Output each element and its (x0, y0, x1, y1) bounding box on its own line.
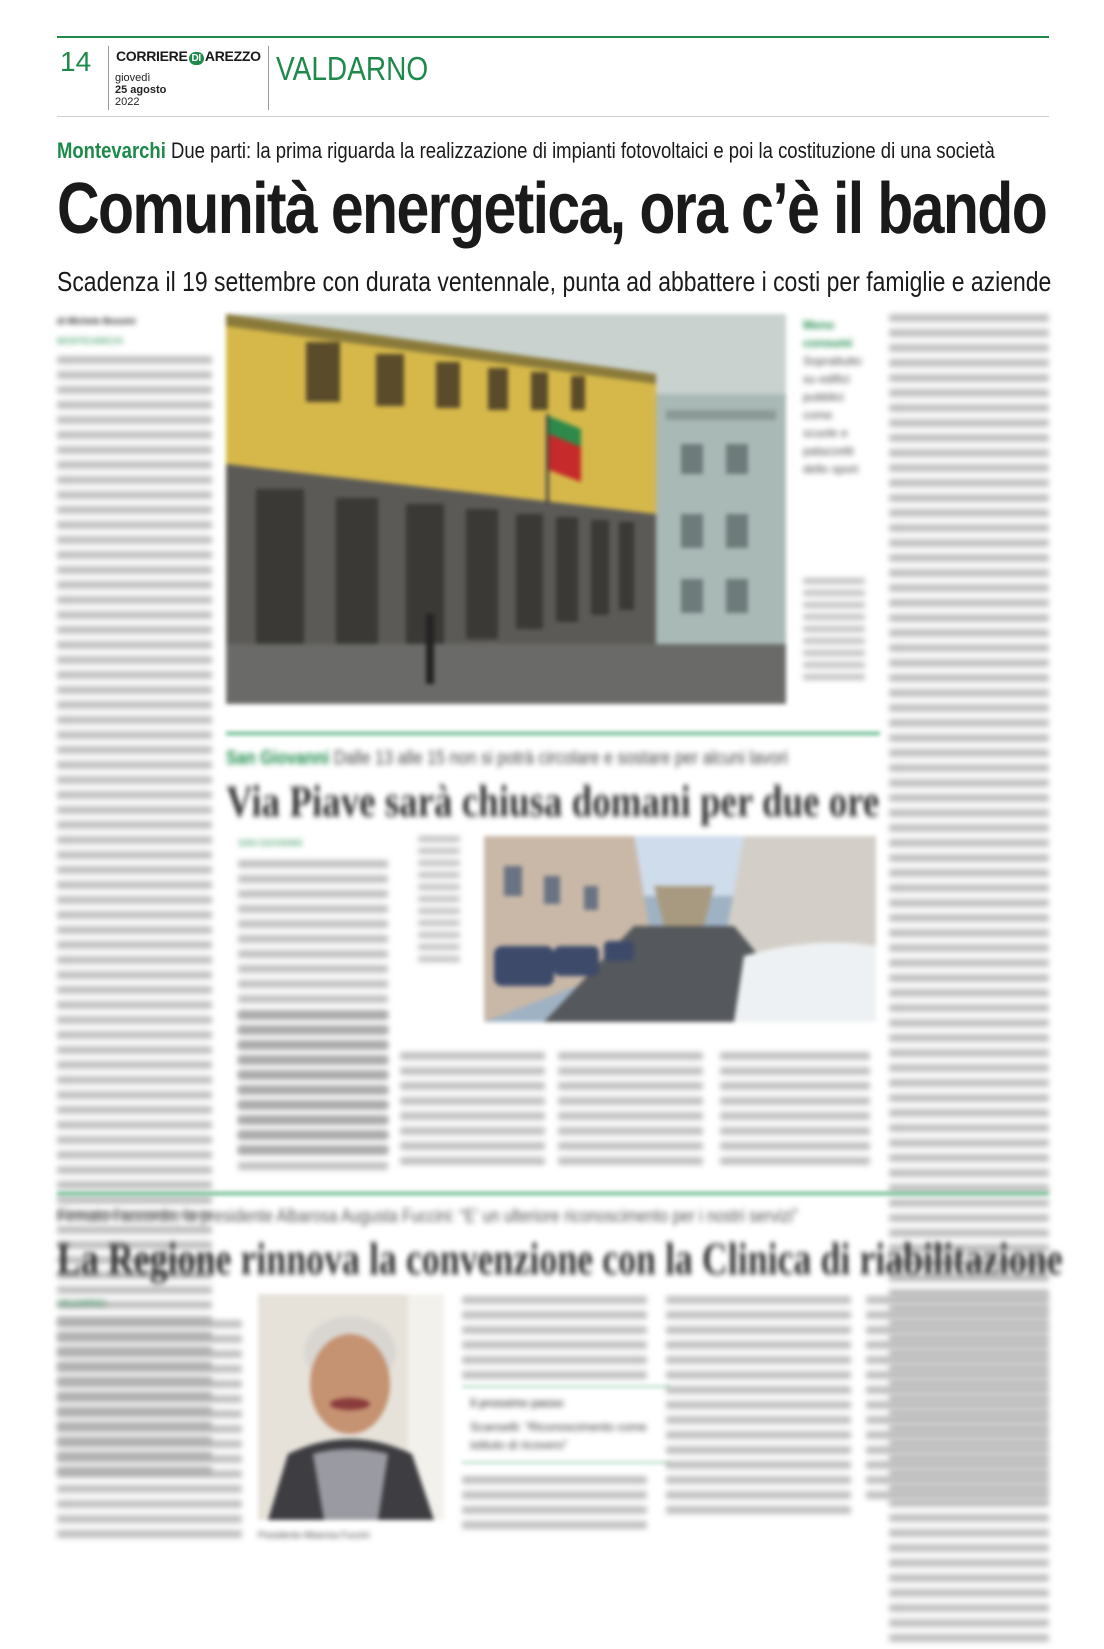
third-body-column-4 (866, 1296, 1049, 1506)
second-headline: Via Piave sarà chiusa domani per due ore (226, 777, 880, 826)
third-body-column-2 (462, 1296, 647, 1386)
issue-date: giovedì 25 agosto 2022 (115, 72, 167, 108)
header-divider (108, 46, 109, 110)
second-body-column-4 (720, 1052, 870, 1172)
section-divider (268, 46, 269, 110)
third-body-column-2b (462, 1476, 647, 1536)
second-dateline: SAN GIOVANNI (238, 838, 303, 848)
lead-subheadline: Scadenza il 19 settembre con durata ventennale, punta ad abbattere i costi per famiglie e aziende (57, 266, 1052, 297)
second-body-column-2 (400, 1052, 545, 1172)
third-article-rule (57, 1192, 1049, 1195)
lead-photo-caption (803, 578, 865, 686)
second-body-column-3 (558, 1052, 703, 1172)
third-body-column-3 (666, 1296, 851, 1521)
second-photo-caption (418, 836, 460, 968)
second-article-rule (226, 732, 880, 735)
third-dateline: VALDARNO (57, 1298, 106, 1308)
box-title: Il prossimo passo (470, 1396, 564, 1410)
lead-byline-block: di Michele Bossini MONTEVARCHI (57, 316, 136, 346)
section-title: VALDARNO (276, 50, 429, 87)
page-number: 14 (60, 46, 92, 77)
second-kicker: San Giovanni Dalle 13 alle 15 non si potrà circolare e sostare per alcuni lavori (226, 748, 788, 769)
third-kicker: Firmato l’accordo, la presidente Albarosa Augusta Fuccini: “E’ un ulteriore riconoscimento per i nostri servizi” (57, 1206, 799, 1226)
box-rule-top (462, 1386, 670, 1387)
third-headline: La Regione rinnova la convenzione con la Clinica di riabilitazione (57, 1233, 1063, 1284)
newspaper-logo: CORRIERE DI AREZZO (116, 48, 261, 64)
third-body-column-1 (57, 1320, 242, 1545)
lead-kicker: Montevarchi Due parti: la prima riguarda la realizzazione di impianti fotovoltaici e poi la costituzione di una società (57, 138, 995, 163)
header-bottom-rule (57, 116, 1049, 117)
box-text: Scanselli: “Riconoscimento come istituto di ricovero” (470, 1420, 647, 1452)
lead-photo-town-hall (226, 314, 786, 704)
second-photo-street (484, 836, 876, 1022)
second-body-column-1b (238, 1012, 388, 1177)
third-photo-portrait (258, 1294, 444, 1520)
third-photo-caption: Presidente Albarosa Fuccini (258, 1530, 370, 1540)
lead-headline: Comunità energetica, ora c’è il bando (57, 169, 1047, 249)
top-rule (57, 36, 1049, 38)
lead-sidebar: Meno consumi Soprattutto su edifici pubblici come scuole e palazzetti dello sport (803, 318, 862, 476)
lead-body-column-1 (57, 356, 212, 1481)
box-rule-bottom (462, 1462, 670, 1463)
